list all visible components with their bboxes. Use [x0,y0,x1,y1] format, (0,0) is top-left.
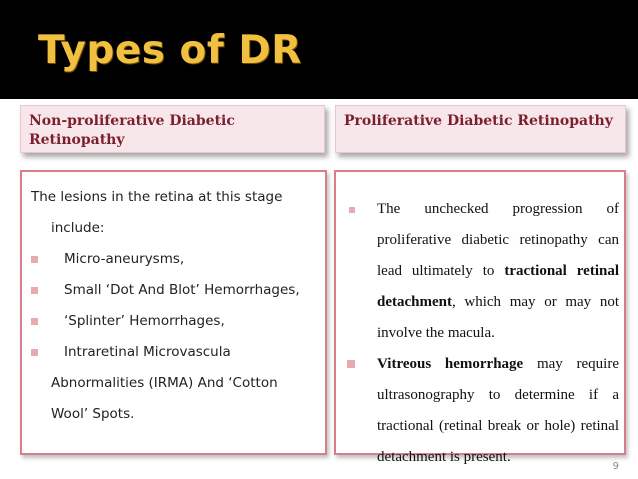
emphasis-text: Vitreous hemorrhage [377,356,524,372]
intro-line-1: The lesions in the retina at this stage [31,189,283,205]
left-column-header [20,105,325,153]
title-bar [0,0,638,99]
list-item: Intraretinal Microvascula [31,337,321,368]
list-item [347,194,619,349]
right-content [347,194,619,473]
right-content-panel [334,170,626,465]
right-heading: Proliferative Diabetic Retinopathy [344,113,613,129]
list-item: Small ‘Dot And Blot’ Hemorrhages, [31,275,321,306]
paragraph-text: may require ultrasonography to determine if a tractional (retinal break or hole) retinal detachment is present. [377,356,619,465]
list-item: Micro-aneurysms, [31,244,321,275]
list-item-continuation: Abnormalities (IRMA) And ‘Cotton [51,375,278,391]
paragraph-text: The unchecked progression of proliferative diabetic retinopathy can lead ultimately to [377,201,619,279]
right-column-header [335,105,626,153]
list-item-continuation: Wool’ Spots. [51,406,135,422]
left-content [31,182,321,430]
left-heading: Non-proliferative Diabetic Retinopathy [29,113,235,148]
list-item [347,349,619,473]
left-content-panel [20,170,327,455]
slide-title: Types of DR [38,28,302,73]
paragraph-text: , which may or may not involve the macula. [377,294,619,341]
intro-line-2: include: [51,220,105,236]
emphasis-text: tractional retinal detachment [377,263,619,310]
list-item: ‘Splinter’ Hemorrhages, [31,306,321,337]
slide-number: 9 [612,461,619,472]
